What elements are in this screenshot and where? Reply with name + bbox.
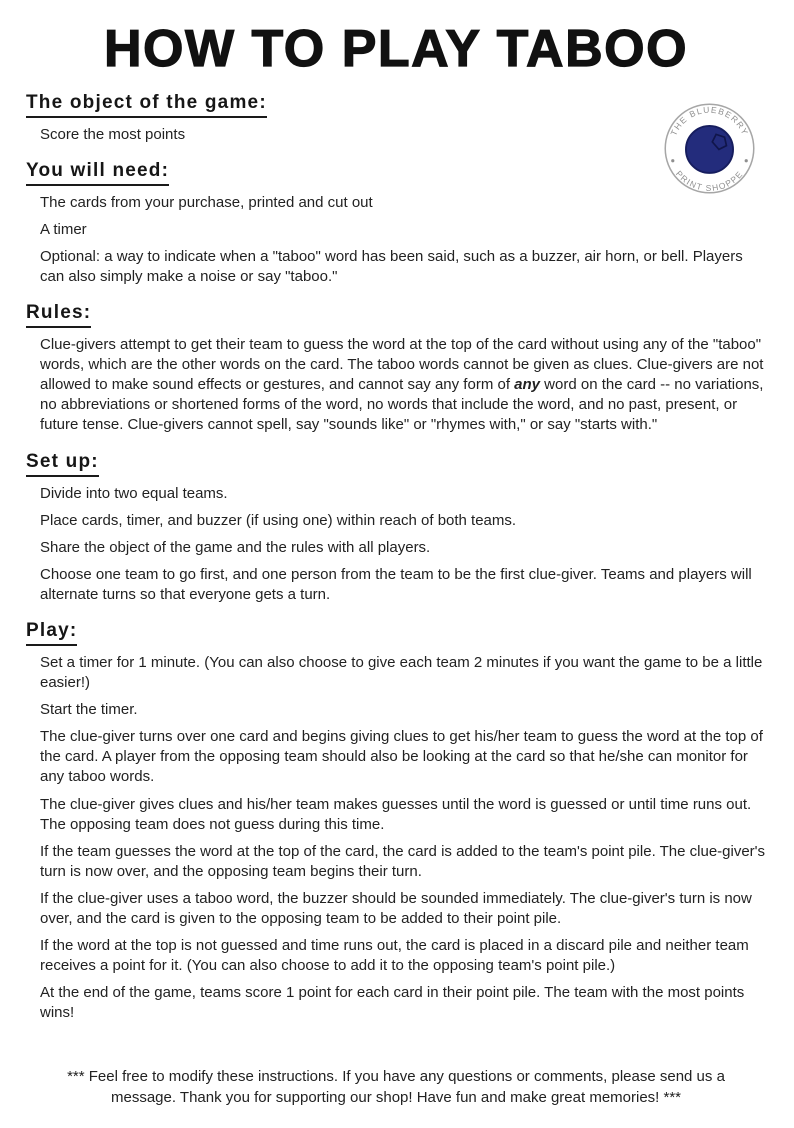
- section-setup: [26, 451, 766, 605]
- setup-item: Place cards, timer, and buzzer (if using one) within reach of both teams.: [40, 511, 517, 529]
- play-item: Start the timer.: [40, 701, 138, 719]
- logo-dot-left: [671, 159, 674, 162]
- rules-text-after: word on the card -- no variations, no abbreviations or shortened forms of the word, no words that include the word, and no past, present, or future tense. Clue-givers cannot spell, say "sounds like" or "rhymes with," or say "starts with.": [40, 376, 764, 434]
- object-item: Score the most points: [40, 125, 186, 143]
- setup-item: Divide into two equal teams.: [40, 484, 228, 502]
- play-item: Set a timer for 1 minute. (You can also choose to give each team 2 minutes if you want the game to be a little easier!): [40, 654, 763, 692]
- section-play: [26, 620, 766, 1024]
- need-item: Optional: a way to indicate when a "taboo" word has been said, such as a buzzer, air horn, or bell. Players can also simply make a noise or say "taboo.": [40, 247, 743, 285]
- play-item: The clue-giver gives clues and his/her team makes guesses until the word is guessed or until time runs out. The opposing team does not guess during this time.: [40, 795, 752, 833]
- play-item: At the end of the game, teams score 1 point for each card in their point pile. The team with the most points wins!: [40, 984, 745, 1022]
- need-item: A timer: [40, 220, 87, 238]
- section-heading-rules: Rules:: [26, 302, 766, 328]
- blueberry-icon: [686, 126, 733, 173]
- page-title: HOW TO PLAY TABOO: [103, 20, 689, 78]
- rules-emphasized-word: any: [514, 376, 541, 394]
- section-heading-need: You will need:: [26, 160, 766, 186]
- footer-note: *** Feel free to modify these instructions. If you have any questions or comments, please send us a message. Thank you for supporting our shop! Have fun and make great memories! ***: [67, 1067, 725, 1106]
- play-item: If the team guesses the word at the top of the card, the card is added to the team's point pile. The clue-giver's turn is now over, and the opposing team begins their turn.: [40, 842, 766, 880]
- play-item: The clue-giver turns over one card and begins giving clues to get his/her team to guess the word at the top of the card. A player from the opposing team should also be looking at the card so that he/she can monitor for any taboo words.: [40, 728, 763, 786]
- setup-item: Share the object of the game and the rules with all players.: [40, 538, 431, 556]
- logo-dot-right: [745, 159, 748, 162]
- section-heading-play: Play:: [26, 620, 766, 646]
- play-item: If the clue-giver uses a taboo word, the buzzer should be sounded immediately. The clue-giver's turn is now over, and the card is given to the opposing team to be added to their point pile.: [40, 889, 752, 928]
- logo-ring-text-bottom: PRINT SHOPPE: [673, 168, 746, 193]
- logo-ring-text-top: THE BLUEBERRY: [668, 104, 751, 138]
- section-rules: [26, 302, 766, 435]
- play-item: If the word at the top is not guessed and time runs out, the card is placed in a discard pile and neither team receives a point for it. (You can also choose to add it to the opposing team's point pile.): [40, 937, 749, 975]
- rules-paragraph: [40, 335, 766, 435]
- rules-text-before: Clue-givers attempt to get their team to guess the word at the top of the card without using any of the "taboo" words, which are the other words on the card. The taboo words cannot be given as clues. Clue-givers are not allowed to make sound effects or gestures, and cannot say any form of: [40, 336, 764, 394]
- setup-item: Choose one team to go first, and one person from the team to be the first clue-giver. Teams and players will alternate turns so that everyone gets a turn.: [40, 565, 752, 603]
- section-heading-setup: Set up:: [26, 451, 766, 477]
- section-heading-object: The object of the game:: [26, 92, 766, 118]
- need-item: The cards from your purchase, printed and cut out: [40, 193, 373, 211]
- shop-logo: [653, 92, 766, 205]
